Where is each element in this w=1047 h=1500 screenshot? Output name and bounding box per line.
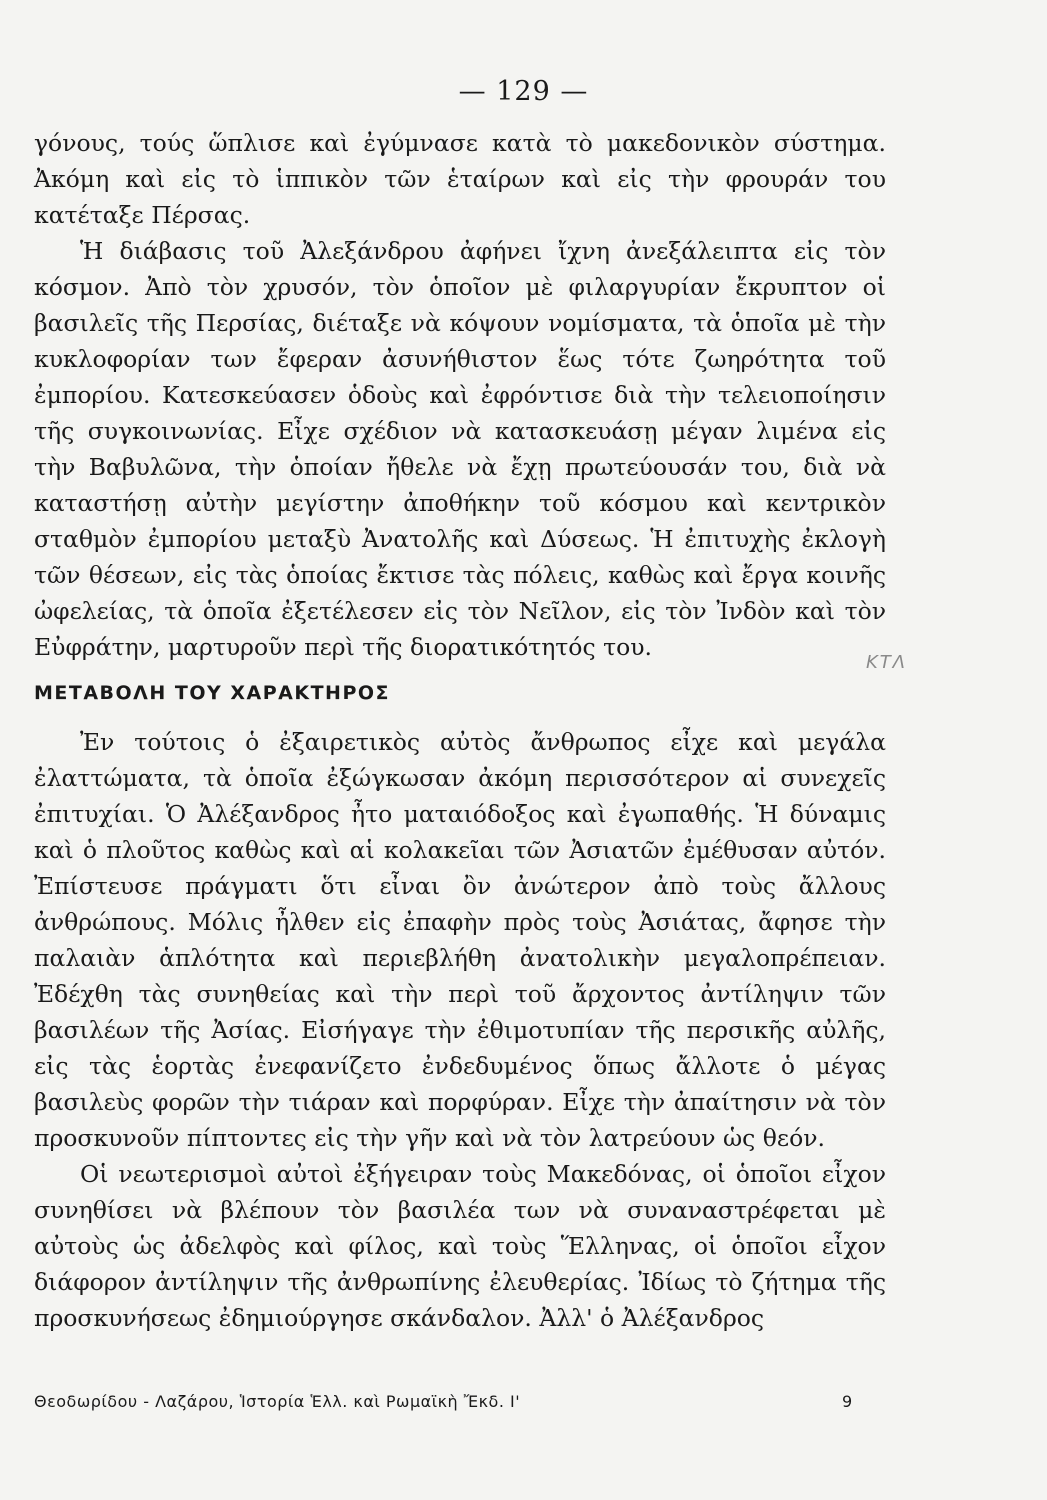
signature-mark: 9 [842,1392,853,1411]
handwritten-margin-note: ΚΤΛ [866,652,908,673]
paragraph: Ἐν τούτοις ὁ ἐξαιρετικὸς αὐτὸς ἄνθρωπος εἶχε καὶ μεγάλα ἐλαττώματα, τὰ ὁποῖα ἐξώγκωσαν ἀκόμη περισσότερον αἱ συνεχεῖς ἐπιτυχίαι. Ὁ Ἀλέξανδρος ἦτο ματαιόδοξος καὶ ἐγωπαθής. Ἡ δύναμις καὶ ὁ πλοῦτος καθὼς καὶ αἱ κολακεῖαι τῶν Ἀσιατῶν ἐμέθυσαν αὐτόν. Ἐπίστευσε πράγματι ὅτι εἶναι ὂν ἀνώτερον ἀπὸ τοὺς ἄλλους ἀνθρώπους. Μόλις ἦλθεν εἰς ἐπαφὴν πρὸς τοὺς Ἀσιάτας, ἄφησε τὴν παλαιὰν ἁπλότητα καὶ περιεβλήθη ἀνατολικὴν μεγαλοπρέπειαν. Ἐδέχθη τὰς συνηθείας καὶ τὴν περὶ τοῦ ἄρχοντος ἀντίληψιν τῶν βασιλέων τῆς Ἀσίας. Εἰσήγαγε τὴν ἐθιμοτυπίαν τῆς περσικῆς αὐλῆς, εἰς τὰς ἑορτὰς ἐνεφανίζετο ἐνδεδυμένος ὅπως ἄλλοτε ὁ μέγας βασιλεὺς φορῶν τὴν τιάραν καὶ πορφύραν. Εἶχε τὴν ἀπαίτησιν νὰ τὸν προσκυνοῦν πίπτοντες εἰς τὴν γῆν καὶ νὰ τὸν λατρεύουν ὡς θεόν. [34,728,886,1152]
body-text-bottom [34,724,886,1336]
page-number: — 129 — [458,76,589,107]
paragraph: Ἡ διάβασις τοῦ Ἀλεξάνδρου ἀφήνει ἴχνη ἀνεξάλειπτα εἰς τὸν κόσμον. Ἀπὸ τὸν χρυσόν, τὸν ὁποῖον μὲ φιλαργυρίαν ἔκρυπτον οἱ βασιλεῖς τῆς Περσίας, διέταξε νὰ κόψουν νομίσματα, τὰ ὁποῖα μὲ τὴν κυκλοφορίαν των ἔφεραν ἀσυνήθιστον ἕως τότε ζωηρότητα τοῦ ἐμπορίου. Κατεσκεύασεν ὁδοὺς καὶ ἐφρόντισε διὰ τὴν τελειοποίησιν τῆς συγκοινωνίας. Εἶχε σχέδιον νὰ κατασκευάσῃ μέγαν λιμένα εἰς τὴν Βαβυλῶνα, τὴν ὁποίαν ἤθελε νὰ ἔχῃ πρωτεύουσάν του, διὰ νὰ καταστήσῃ αὐτὴν μεγίστην ἀποθήκην τοῦ κόσμου καὶ κεντρικὸν σταθμὸν ἐμπορίου μεταξὺ Ἀνατολῆς καὶ Δύσεως. Ἡ ἐπιτυχὴς ἐκλογὴ τῶν θέσεων, εἰς τὰς ὁποίας ἔκτισε τὰς πόλεις, καθὼς καὶ ἔργα κοινῆς ὠφελείας, τὰ ὁποῖα ἐξετέλεσεν εἰς τὸν Νεῖλον, εἰς τὸν Ἰνδὸν καὶ τὸν Εὐφράτην, μαρτυροῦν περὶ τῆς διορατικότητός του. [34,237,886,661]
footer-citation: Θεοδωρίδου - Λαζάρου, Ἱστορία Ἑλλ. καὶ Ρωμαϊκὴ Ἔκδ. Ι' [34,1392,521,1411]
paragraph: Οἱ νεωτερισμοὶ αὐτοὶ ἐξήγειραν τοὺς Μακεδόνας, οἱ ὁποῖοι εἶχον συνηθίσει νὰ βλέπουν τὸν βασιλέα των νὰ συναναστρέφεται μὲ αὐτοὺς ὡς ἀδελφὸς καὶ φίλος, καὶ τοὺς Ἕλληνας, οἱ ὁποῖοι εἶχον διάφορον ἀντίληψιν τῆς ἀνθρωπίνης ἐλευθερίας. Ἰδίως τὸ ζήτημα τῆς προσκυνήσεως ἐδημιούργησε σκάνδαλον. Ἀλλ' ὁ Ἀλέξανδρος [34,1160,886,1332]
paragraph: γόνους, τούς ὥπλισε καὶ ἐγύμνασε κατὰ τὸ μακεδονικὸν σύστημα. Ἀκόμη καὶ εἰς τὸ ἱππικὸν τῶν ἑταίρων καὶ εἰς τὴν φρουράν του κατέταξε Πέρσας. [34,129,886,229]
body-text-top [34,125,886,665]
section-heading: ΜΕΤΑΒΟΛΗ ΤΟΥ ΧΑΡΑΚΤΗΡΟΣ [34,682,391,704]
